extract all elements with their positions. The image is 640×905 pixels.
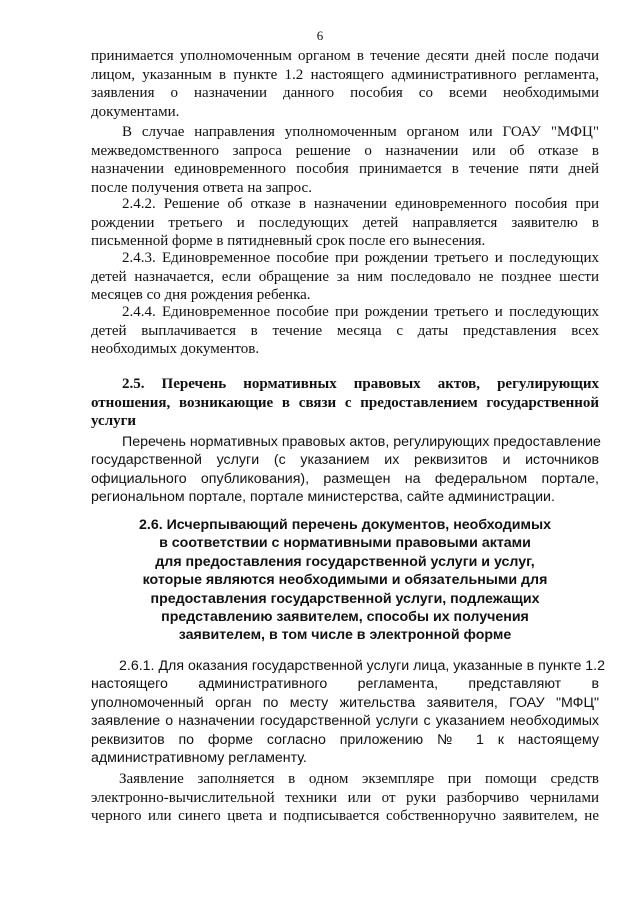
text-line: 2.4.3. Единовременное пособие при рождении третьего и последующих — [122, 250, 599, 266]
text-line: Перечень нормативных правовых актов, регулирующих предоставление — [122, 434, 601, 450]
heading-line: предоставления государственной услуги, подлежащих — [150, 590, 540, 607]
text-line: уполномоченный орган по месту жительства заявителя, ГОАУ "МФЦ" — [91, 694, 599, 711]
heading-line: в соответствии с нормативными правовыми актами — [159, 535, 531, 552]
text-line: рождении третьего и последующих детей направляется заявителю в — [91, 214, 599, 231]
text-line: детей выплачивается в течение месяца с даты представления всех — [91, 322, 599, 339]
page-number: 6 — [316, 28, 324, 43]
text-line: межведомственного запроса решение о назначении или об отказе в — [91, 142, 599, 159]
text-line: месяцев со дня рождения ребенка. — [91, 287, 311, 304]
text-line: заявления о назначении данного пособия со всеми необходимыми — [91, 85, 599, 102]
text-line: письменной форме в пятидневный срок после его вынесения. — [91, 233, 486, 250]
heading-line: 2.5. Перечень нормативных правовых актов, регулирующих — [122, 376, 599, 392]
heading-line: заявителем, в том числе в электронной форме — [178, 627, 512, 644]
paragraph-interagency-request — [91, 123, 599, 197]
heading-line: 2.6. Исчерпывающий перечень документов, необходимых — [139, 517, 551, 533]
text-line: настоящего административного регламента, представляют в — [91, 676, 599, 693]
text-line: черного или синего цвета и подписывается собственноручно заявителем, не — [91, 808, 599, 825]
text-line: назначении единовременного пособия принимается в течение пяти дней — [91, 161, 599, 178]
text-line: 2.4.2. Решение об отказе в назначении единовременного пособия при — [122, 196, 599, 212]
text-line: 2.4.4. Единовременное пособие при рождении третьего и последующих — [122, 304, 599, 320]
paragraph-2-4-4 — [91, 303, 599, 359]
text-line: официального опубликования), размещен на федеральном портале, — [91, 470, 599, 487]
text-line: Заявление заполняется в одном экземпляре при помощи средств — [119, 771, 599, 787]
text-line: после получения ответа на запрос. — [91, 179, 312, 196]
paragraph-2-5-list — [91, 433, 599, 507]
heading-line: отношения, возникающие в связи с предоставлением государственной — [91, 394, 599, 411]
section-heading-2-5 — [91, 375, 599, 431]
text-line: электронно-вычислительной техники или от руки разборчиво чернилами — [91, 789, 599, 806]
heading-line: для предоставления государственной услуги и услуг, — [155, 553, 535, 570]
text-line: лицом, указанным в пункте 1.2 настоящего административного регламента, — [91, 66, 599, 83]
section-heading-2-6 — [91, 516, 599, 645]
heading-line: которые являются необходимыми и обязательными для — [142, 572, 548, 589]
paragraph-continuation — [91, 47, 599, 121]
text-line: государственной услуги (с указанием их реквизитов и источников — [91, 452, 599, 469]
text-line: региональном портале, портале министерства, сайте администрации. — [91, 489, 555, 506]
text-line: реквизитов по форме согласно приложению № 1 к настоящему — [91, 731, 599, 748]
text-line: В случае направления уполномоченным органом или ГОАУ "МФЦ" — [122, 124, 599, 140]
text-line: заявление о назначении государственной услуги с указанием необходимых — [91, 713, 599, 730]
text-line: документами. — [91, 103, 180, 120]
paragraph-2-4-3 — [91, 249, 599, 305]
text-line: административному регламенту. — [91, 750, 307, 767]
text-line: 2.6.1. Для оказания государственной услуги лица, указанные в пункте 1.2 — [119, 658, 606, 674]
paragraph-application-filling — [91, 770, 599, 826]
heading-line: услуги — [91, 413, 137, 430]
text-line: принимается уполномоченным органом в течение десяти дней после подачи — [91, 48, 599, 64]
text-line: детей назначается, если обращение за ним последовало не позднее шести — [91, 268, 599, 285]
paragraph-2-4-2 — [91, 195, 599, 251]
heading-line: представлению заявителем, способы их получения — [161, 609, 529, 626]
text-line: необходимых документов. — [91, 341, 260, 358]
paragraph-2-6-1 — [91, 657, 606, 767]
